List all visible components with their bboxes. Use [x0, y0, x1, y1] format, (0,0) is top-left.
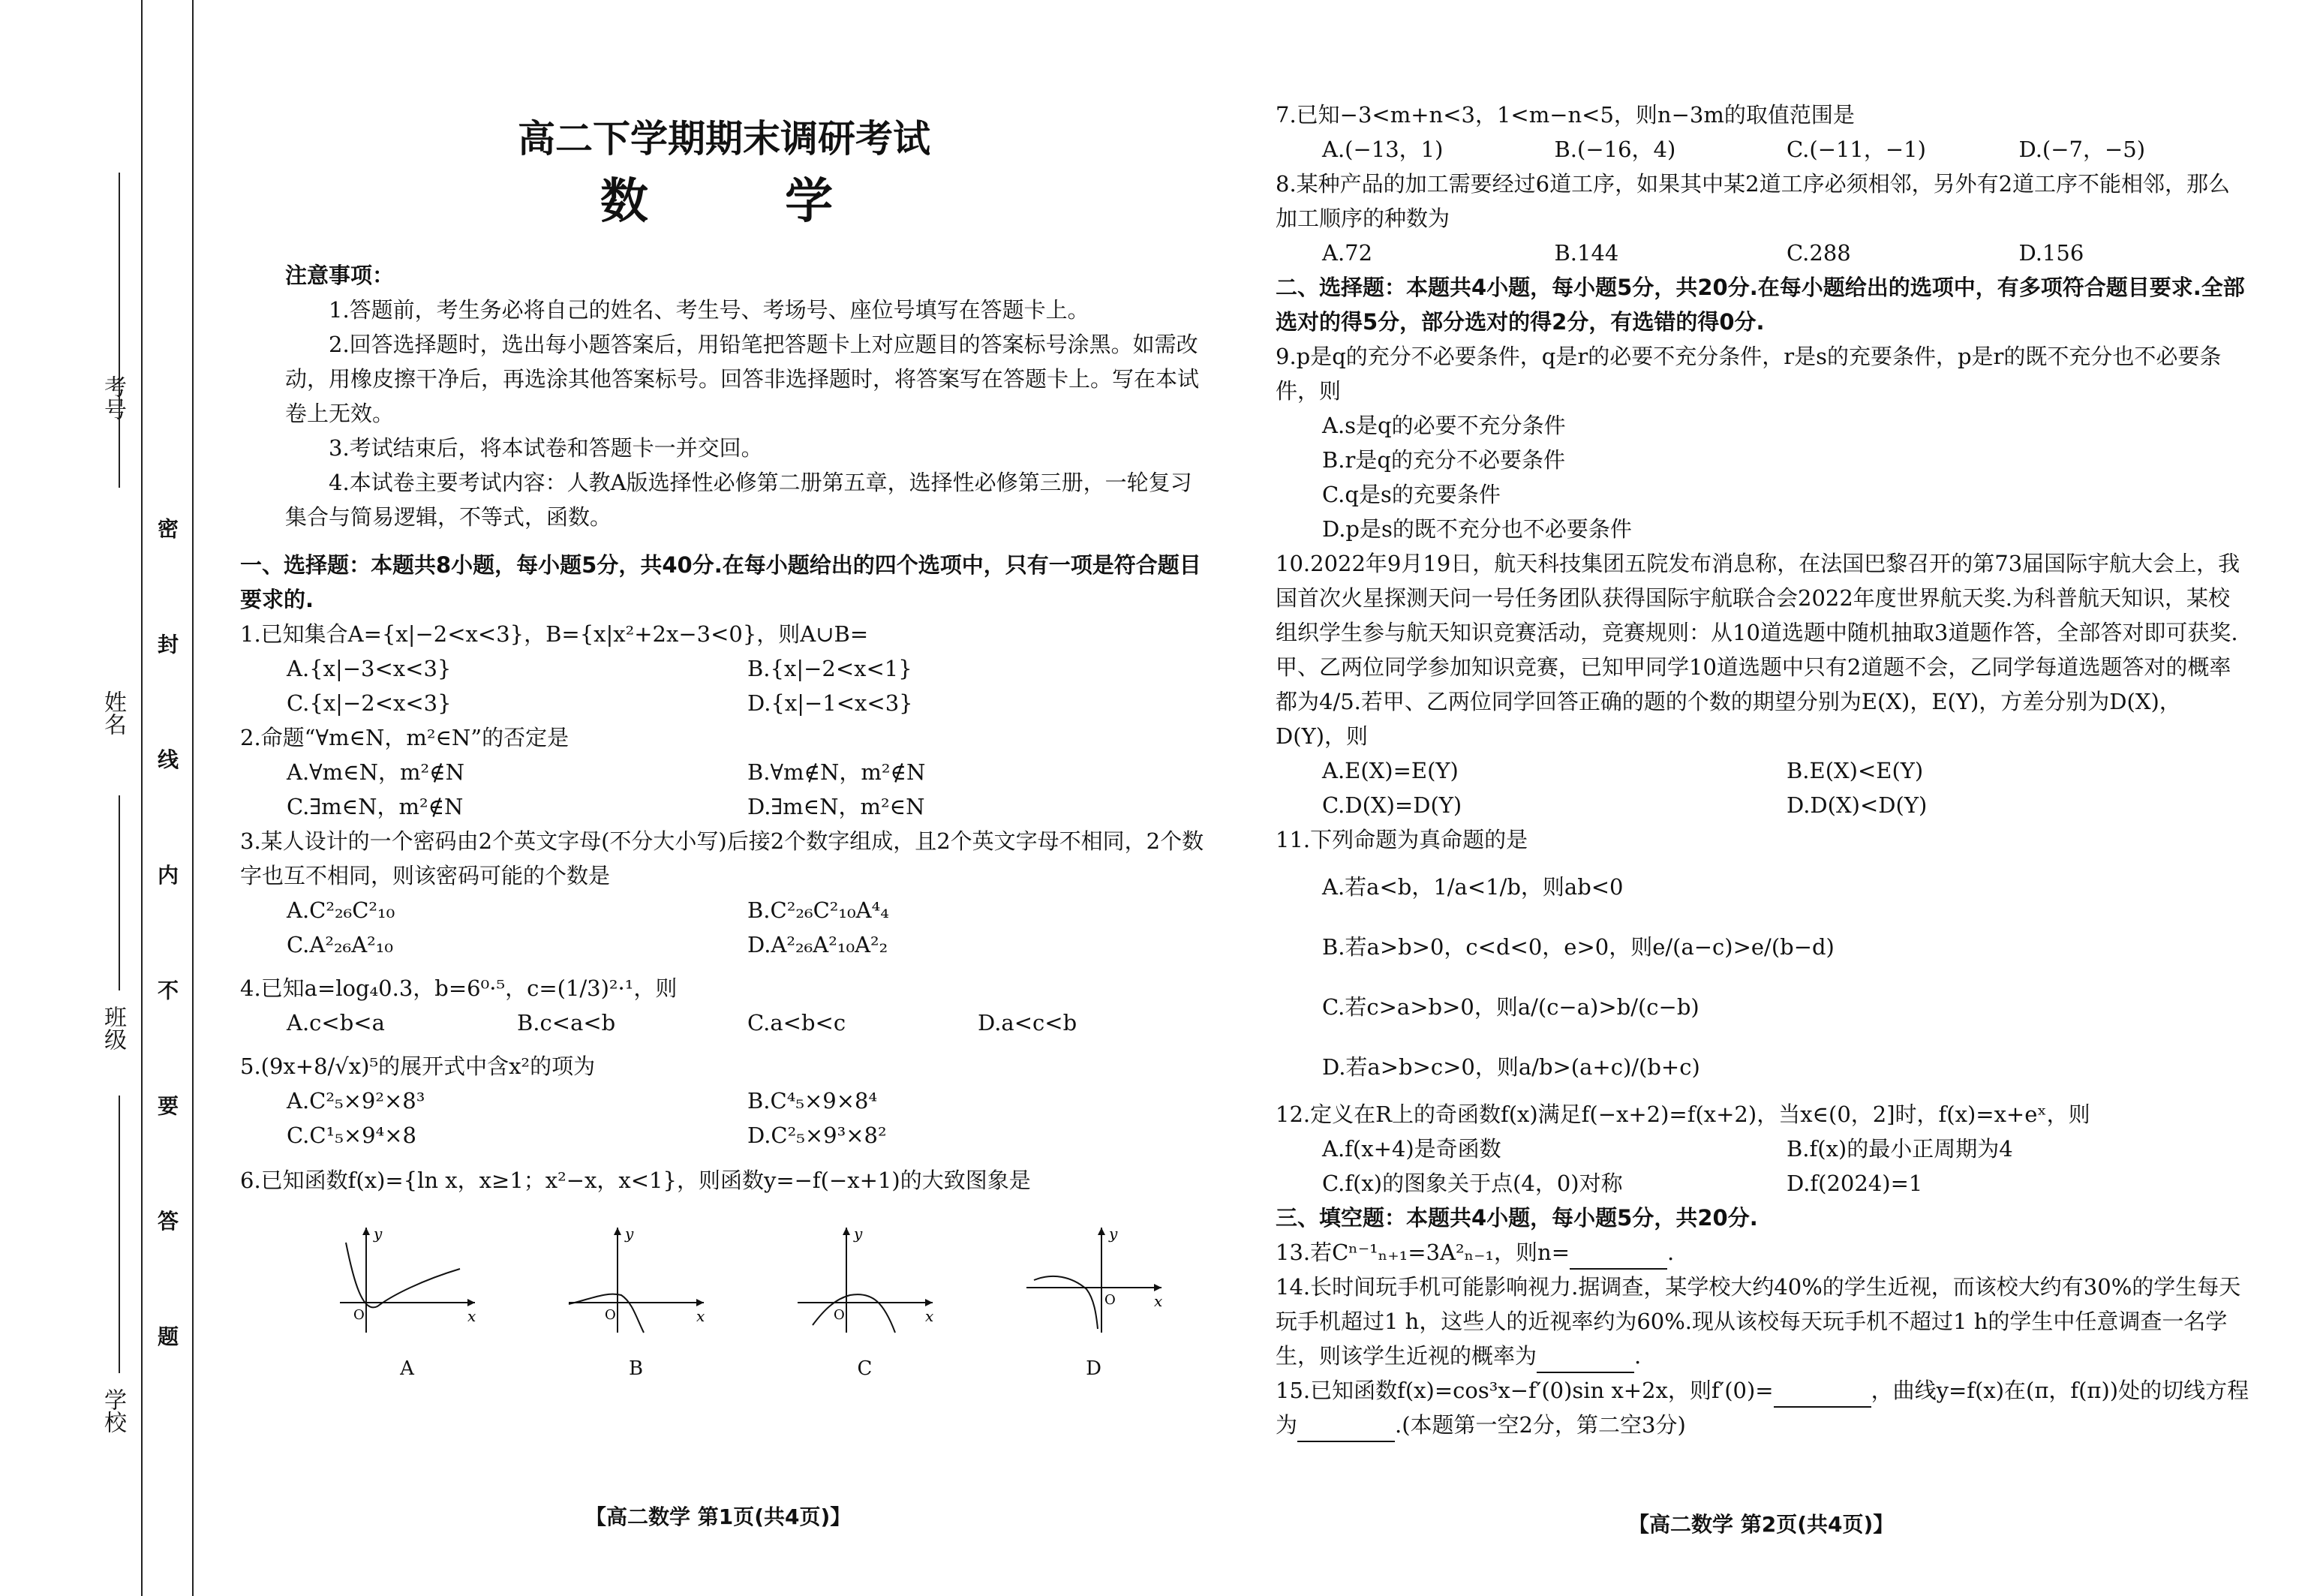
option-d: D.∃m∈N，m²∈N — [747, 794, 925, 819]
graph-b-plot — [561, 1220, 711, 1340]
question-12-options — [1276, 1132, 2251, 1201]
question-13 — [1276, 1235, 2251, 1270]
notice-item: 2.回答选择题时，选出每小题答案后，用铅笔把答题卡上对应题目的答案标号涂黑。如需改动，用橡皮擦干净后，再选涂其他答案标号。回答非选择题时，将答案写在答题卡上。写在本试卷上无效。 — [285, 332, 1200, 426]
option-c: C.q是s的充要条件 — [1322, 482, 1501, 507]
option-a: A.s是q的必要不充分条件 — [1322, 413, 1566, 438]
option-c: C.C¹₅×9⁴×8 — [287, 1123, 416, 1148]
option-a: A.72 — [1322, 240, 1373, 266]
school-line — [119, 1201, 120, 1373]
question-2-options — [240, 755, 1208, 824]
question-15-end: .(本题第一空2分，第二空3分) — [1395, 1412, 1686, 1438]
question-9: 9.p是q的充分不必要条件，q是r的必要不充分条件，r是s的充要条件，p是r的既不充分也不必要条件，则 — [1276, 344, 2222, 404]
graph-a-origin: O — [353, 1307, 365, 1323]
graph-c-label: C — [857, 1357, 873, 1380]
exam-title: 高二下学期期末调研考试 — [518, 117, 930, 161]
option-b: B.C⁴₅×9×8⁴ — [747, 1088, 878, 1114]
graph-b-label: B — [628, 1357, 644, 1380]
option-d: D.(−7，−5) — [2018, 137, 2146, 162]
answer-blank — [1297, 1418, 1395, 1442]
option-a: A.∀m∈N，m²∉N — [287, 759, 464, 785]
section-2-heading: 二、选择题：本题共4小题，每小题5分，共20分.在每小题给出的选项中，有多项符合题目要求.全部选对的得5分，部分选对的得2分，有选错的得0分. — [1276, 275, 2245, 335]
binding-line-inner — [141, 0, 143, 1596]
question-7-options — [1276, 132, 2251, 167]
option-c: C.∃m∈N，m²∉N — [287, 794, 464, 819]
option-b: B.f(x)的最小正周期为4 — [1787, 1136, 2013, 1162]
question-14-text: 14.长时间玩手机可能影响视力.据调查，某学校大约40%的学生近视，而该校大约有30%的学生每天玩手机超过1 h，这些人的近视率约为60%.现从该校每天玩手机不超过1 h的学生中任意调查一名学生，则该学生近视的概率为 — [1276, 1274, 2241, 1369]
question-4: 4.已知a=log₄0.3，b=6⁰·⁵，c=(1/3)²·¹，则 — [240, 975, 678, 1001]
option-b: B.144 — [1554, 240, 1619, 266]
option-c: C.{x|−2<x<3} — [287, 690, 452, 716]
page-2-footer: 【高二数学 第2页(共4页)】 — [1628, 1512, 1895, 1537]
option-a: A.{x|−3<x<3} — [287, 656, 452, 681]
option-c: C.D(X)=D(Y) — [1322, 792, 1462, 818]
question-9-options — [1276, 408, 2251, 546]
graph-d-origin: O — [1104, 1292, 1116, 1308]
question-2: 2.命题“∀m∈N，m²∈N”的否定是 — [240, 725, 569, 750]
option-b: B.r是q的充分不必要条件 — [1322, 447, 1565, 473]
question-14-end: . — [1634, 1343, 1642, 1369]
option-d: D.f(2024)=1 — [1787, 1171, 1923, 1196]
question-10-options — [1276, 753, 2251, 822]
option-a: A.c<b<a — [287, 1010, 385, 1035]
option-d: D.a<c<b — [978, 1010, 1077, 1035]
option-b: B.若a>b>0，c<d<0，e>0，则e/(a−c)>e/(b−d) — [1322, 934, 1835, 960]
option-a: A.C²₂₆C²₁₀ — [287, 897, 395, 923]
graph-c-origin: O — [833, 1307, 845, 1323]
option-d: D.156 — [2018, 240, 2084, 266]
option-b: B.(−16，4) — [1554, 137, 1676, 162]
name-line — [119, 795, 120, 990]
graph-d — [1019, 1220, 1169, 1386]
question-3-options — [240, 893, 1208, 962]
graph-c-plot — [790, 1220, 940, 1340]
question-11-options — [1276, 857, 2251, 1097]
answer-blank — [1537, 1349, 1634, 1373]
graph-d-label: D — [1086, 1357, 1101, 1380]
question-4-options — [240, 1005, 1208, 1040]
question-15-mid: ，曲线y=f(x)在(π，f(π))处的切线方程为 — [1276, 1378, 2249, 1438]
page-1 — [240, 98, 1208, 1386]
question-8-options — [1276, 236, 2251, 270]
label-exam-number: 考号 — [100, 375, 126, 420]
page-2 — [1276, 98, 2251, 1442]
question-3: 3.某人设计的一个密码由2个英文字母(不分大小写)后接2个数字组成，且2个英文字母不相同，2个数字也互不相同，则该密码可能的个数是 — [240, 828, 1204, 888]
notice-item: 1.答题前，考生务必将自己的姓名、考生号、考场号、座位号填写在答题卡上。 — [329, 297, 1089, 323]
option-c: C.(−11，−1) — [1787, 137, 1926, 162]
question-8: 8.某种产品的加工需要经过6道工序，如果其中某2道工序必须相邻，另外有2道工序不能相邻，那么加工顺序的种数为 — [1276, 171, 2231, 231]
seal-line-text: 密 封 线 内 不 要 答 题 — [155, 518, 179, 1390]
question-5-options — [240, 1084, 1208, 1153]
question-15 — [1276, 1373, 2251, 1442]
option-d: D.D(X)<D(Y) — [1787, 792, 1928, 818]
section-3-heading: 三、填空题：本题共4小题，每小题5分，共20分. — [1276, 1205, 1758, 1231]
notice-heading: 注意事项： — [285, 263, 395, 288]
graph-a-label: A — [400, 1357, 414, 1380]
option-d: D.A²₂₆A²₁₀A²₂ — [747, 932, 888, 957]
answer-blank — [1570, 1246, 1667, 1270]
graph-b-origin: O — [604, 1307, 616, 1323]
question-6: 6.已知函数f(x)={ln x，x≥1；x²−x，x<1}，则函数y=−f(−x+1)的大致图象是 — [240, 1168, 1031, 1193]
subject-title: 数 学 — [600, 174, 894, 230]
graph-b-y-label: y — [624, 1225, 633, 1243]
graph-d-x-label: x — [1153, 1292, 1162, 1310]
page-1-footer: 【高二数学 第1页(共4页)】 — [585, 1504, 852, 1529]
option-a: A.C²₅×9²×8³ — [287, 1088, 425, 1114]
label-class: 班级 — [100, 1005, 126, 1050]
answer-blank — [1774, 1384, 1871, 1408]
graph-c — [790, 1220, 940, 1386]
option-b: B.∀m∉N，m²∉N — [747, 759, 926, 785]
question-15-text: 15.已知函数f(x)=cos³x−f′(0)sin x+2x，则f′(0)= — [1276, 1378, 1774, 1403]
graph-a-plot — [332, 1220, 482, 1340]
graph-c-x-label: x — [924, 1307, 933, 1325]
label-name: 姓名 — [100, 690, 126, 735]
graph-b — [561, 1220, 711, 1386]
binding-line-outer — [192, 0, 194, 1596]
question-11: 11.下列命题为真命题的是 — [1276, 827, 1528, 852]
option-a: A.(−13，1) — [1322, 137, 1444, 162]
option-a: A.若a<b，1/a<1/b，则ab<0 — [1322, 874, 1624, 900]
question-5: 5.(9x+8/√x)⁵的展开式中含x²的项为 — [240, 1053, 596, 1079]
question-10: 10.2022年9月19日，航天科技集团五院发布消息称，在法国巴黎召开的第73届国际宇航大会上，我国首次火星探测天问一号任务团队获得国际宇航联合会2022年度世界航天奖.为科普航天知识，某校组织学生参与航天知识竞赛活动，竞赛规则：从10道选题中随机抽取3道题作答，全部答对即可获奖.甲、乙两位同学参加知识竞赛，已知甲同学10道选题中只有2道题不会，乙同学每道选题答对的概率都为4/5.若甲、乙两位同学回答正确的题的个数的期望分别为E(X)，E(Y)，方差分别为D(X)，D(Y)，则 — [1276, 551, 2240, 749]
question-13-end: . — [1667, 1240, 1675, 1265]
question-14 — [1276, 1270, 2251, 1373]
option-a: A.f(x+4)是奇函数 — [1322, 1136, 1501, 1162]
question-12: 12.定义在R上的奇函数f(x)满足f(−x+2)=f(x+2)，当x∈(0，2]时，f(x)=x+eˣ，则 — [1276, 1102, 2090, 1127]
graph-d-plot — [1019, 1220, 1169, 1340]
question-7: 7.已知−3<m+n<3，1<m−n<5，则n−3m的取值范围是 — [1276, 102, 1855, 128]
notice-block — [240, 258, 1208, 534]
graph-a-x-label: x — [467, 1307, 476, 1325]
option-b: B.C²₂₆C²₁₀A⁴₄ — [747, 897, 889, 923]
graph-a — [332, 1220, 482, 1386]
label-school: 学校 — [100, 1388, 126, 1433]
option-d: D.p是s的既不充分也不必要条件 — [1322, 516, 1632, 542]
option-b: B.E(X)<E(Y) — [1787, 758, 1924, 783]
option-b: B.{x|−2<x<1} — [747, 656, 912, 681]
option-c: C.f(x)的图象关于点(4，0)对称 — [1322, 1171, 1623, 1196]
graph-a-y-label: y — [373, 1225, 382, 1243]
question-1: 1.已知集合A={x|−2<x<3}，B={x|x²+2x−3<0}，则A∪B= — [240, 621, 869, 647]
question-1-options — [240, 651, 1208, 720]
graph-d-y-label: y — [1108, 1225, 1117, 1243]
option-d: D.C²₅×9³×8² — [747, 1123, 887, 1148]
option-a: A.E(X)=E(Y) — [1322, 758, 1459, 783]
option-c: C.若c>a>b>0，则a/(c−a)>b/(c−b) — [1322, 994, 1699, 1020]
notice-item: 3.考试结束后，将本试卷和答题卡一并交回。 — [329, 435, 763, 461]
section-1-heading: 一、选择题：本题共8小题，每小题5分，共40分.在每小题给出的四个选项中，只有一项是符合题目要求的. — [240, 552, 1201, 612]
option-c: C.a<b<c — [747, 1010, 846, 1035]
question-6-graphs — [240, 1220, 1208, 1386]
question-13-text: 13.若Cⁿ⁻¹ₙ₊₁=3A²ₙ₋₁，则n= — [1276, 1240, 1570, 1265]
option-d: D.若a>b>c>0，则a/b>(a+c)/(b+c) — [1322, 1054, 1700, 1080]
exam-number-line — [119, 173, 120, 488]
option-c: C.288 — [1787, 240, 1851, 266]
binding-strip — [0, 0, 203, 1596]
option-b: B.c<a<b — [517, 1010, 616, 1035]
graph-b-x-label: x — [696, 1307, 705, 1325]
option-c: C.A²₂₆A²₁₀ — [287, 932, 394, 957]
notice-item: 4.本试卷主要考试内容：人教A版选择性必修第二册第五章，选择性必修第三册，一轮复习集合与简易逻辑，不等式，函数。 — [285, 470, 1192, 530]
option-d: D.{x|−1<x<3} — [747, 690, 913, 716]
graph-c-y-label: y — [853, 1225, 862, 1243]
